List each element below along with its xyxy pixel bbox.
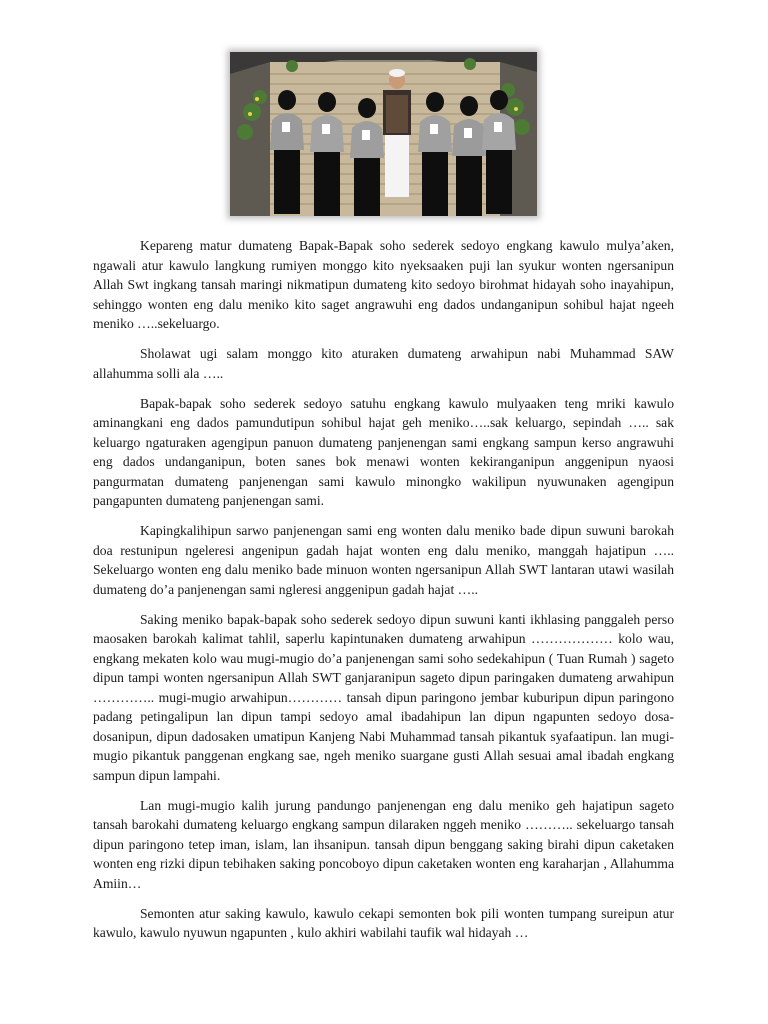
paragraph: Saking meniko bapak-bapak soho sederek sedoyo dipun suwuni kanti ikhlasing panggaleh perso maosaken barokah kalimat tahlil, saperlu kapintunaken dumateng arwahipun ……………… kolo wau, engkang mekaten kolo wau mugi-mugio do’a panjenengan sami soho sedekahipun ( Tuan Rumah ) sageto dipun tampi wonten ngersanipun Allah SWT ganjaranipun sageto dipun paringaken dumateng arwahipun ………….. mugi-mugio arwahipun………… tansah dipun paringono jembar kuburipun dipun paringono padang petingalipun lan dipun tampi sedoyo amal ibadahipun lan dipun ngapunten sedoyo dosa-dosanipun, dipun dadosaken umatipun Kanjeng Nabi Muhammad tansah pikantuk syafaatipun. lan mugi-mugio pikantuk panggenan engkang sae, ngeh meniko suargane gusti Allah sesuai amal ibadah engkang sampun dipun lampahi. [93, 611, 674, 783]
paragraph: Kepareng matur dumateng Bapak-Bapak soho sederek sedoyo engkang kawulo mulya’aken, ngawali atur kawulo langkung rumiyen monggo kito nyeksaaken puji lan syukur wonten ngersanipun Allah Swt ingkang tansah maringi nikmatipun dumateng kito sedoyo birohmat hidayah soho inayahipun, sehinggo wonten eng dalu meniko kito saget angrawuhi eng dados undanganipun sohibul hajat ngeeh meniko …..sekeluargo. [93, 238, 674, 331]
paragraph: Lan mugi-mugio kalih jurung pandungo panjenengan eng dalu meniko geh hajatipun sageto tansah barokahi dumateng keluargo engkang sampun dilaraken nggeh meniko ……….. sekeluargo tansah dipun paringono tetep iman, islam, lan ihsanipun. tansah dipun benggang saking birahi dipun caketaken wonten eng rizki dipun tebihaken saking poncoboyo dipun caketaken wonten eng karaharjan , Allahumma Amiin… [93, 797, 674, 891]
paragraph: Sholawat ugi salam monggo kito aturaken dumateng arwahipun nabi Muhammad SAW allahumma solli ala ….. [93, 346, 674, 381]
paragraph: Kapingkalihipun sarwo panjenengan sami eng wonten dalu meniko bade dipun suwuni barokah doa restunipun ngeleresi angenipun gadah hajat wonten eng dalu meniko, manggah hajatipun ….. Sekeluargo wonten eng dalu meniko bade minuon wonten ngersanipun Allah SWT lantaran utawi wasilah dumateng do’a panjenengan sami ngleresi anggenipun gadah hajat ….. [93, 523, 674, 597]
speech-text [93, 236, 674, 953]
group-photo [230, 52, 537, 216]
group-photo-image [230, 52, 537, 216]
paragraph: Bapak-bapak soho sederek sedoyo satuhu engkang kawulo mulyaaken teng mriki kawulo aminangkani eng dados pamundutipun sohibul hajat geh meniko…..sak keluargo, sepindah ….. sak keluargo ngaturaken agengipun panuon dumateng panjenengan sami engkang sampun kerso angrawuhi eng dados undanganipun, boten sanes bok menawi wonten kekiranganipun anggenipun nyaosi pangurmatan dumateng panjenengan sami kawulo minongko wakilipun nyuwunaken agengipun pangapunten dumateng panjenengan sami. [93, 395, 674, 508]
paragraph: Semonten atur saking kawulo, kawulo cekapi semonten bok pili wonten tumpang sureipun atur kawulo, kawulo nyuwun ngapunten , kulo akhiri wabilahi taufik wal hidayah … [93, 905, 674, 940]
